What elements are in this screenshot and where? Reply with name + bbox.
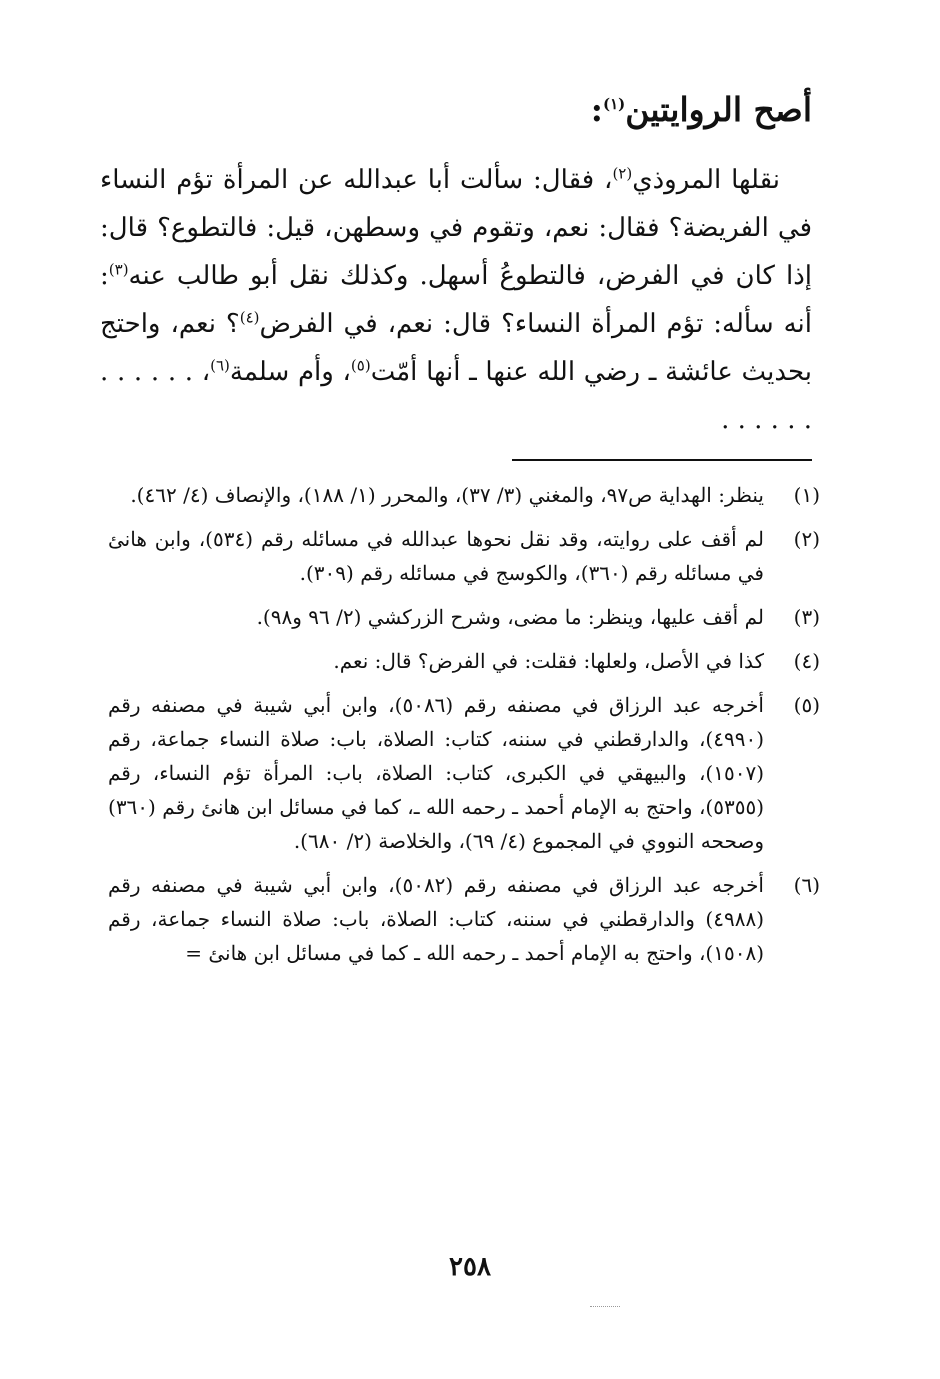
page-number: ٢٥٨	[449, 1252, 491, 1282]
footnote-marker: (٦)	[210, 356, 230, 375]
text-segment: ؟ نعم، واحتج بحديث عائشة ـ رضي الله عنها ـ أنها أمّت	[100, 309, 812, 387]
footnote-text: لم أقف على روايته، وقد نقل نحوها عبدالله في مسائله رقم (٥٣٤)، وابن هانئ في مسائله رقم (٣٦٠)، والكوسج في مسائله رقم (٣٠٩).	[108, 527, 764, 585]
heading-colon: :	[590, 90, 603, 129]
footnote-marker: (١)	[602, 95, 626, 113]
footnote-divider	[512, 459, 812, 461]
footnote-text: لم أقف عليها، وينظر: ما مضى، وشرح الزركشي (٢/ ٩٦ و٩٨).	[256, 605, 764, 629]
footnote-marker: (٥)	[350, 356, 371, 375]
footnote-number: (٤)	[793, 649, 820, 673]
footnote-text: أخرجه عبد الرزاق في مصنفه رقم (٥٠٨٦)، وابن أبي شيبة في مصنفه رقم (٤٩٩٠)، والدارقطني في سننه، كتاب: الصلاة، باب: صلاة النساء جماعة، رقم (١٥٠٧)، والبيهقي في الكبرى، كتاب: الصلاة، باب: المرأة تؤم النساء، رقم (٥٣٥٥)، واحتج به الإمام أحمد ـ رحمه الله ـ، كما في مسائل ابن هانئ رقم (٣٦٠) وصححه النووي في المجموع (٤/ ٦٩)، والخلاصة (٢/ ٦٨٠).	[108, 693, 764, 853]
text-segment: : أنه سأله: تؤم المرأة النساء؟ قال: نعم، في الفرض	[100, 261, 812, 339]
text-segment: ، وأم سلمة	[229, 357, 351, 387]
text-segment: ، . . . . . . . . . . . .	[100, 357, 812, 435]
footnote-number: (١)	[793, 483, 820, 507]
footnote-text: كذا في الأصل، ولعلها: فقلت: في الفرض؟ قال: نعم.	[333, 649, 764, 673]
footnote-number: (٣)	[793, 605, 820, 629]
footnote-number: (٢)	[793, 527, 820, 551]
section-heading	[122, 86, 812, 134]
text-segment: ، فقال: سألت أبا عبدالله عن المرأة تؤم النساء في الفريضة؟ فقال: نعم، وتقوم في وسطهن، قيل: فالتطوع؟ قال: إذا كان في الفرض، فالتطوعُ أسهل. وكذلك نقل أبو طالب عنه	[100, 165, 812, 291]
scan-artifact	[590, 1306, 620, 1313]
footnote-item	[108, 868, 820, 970]
footnote-marker: (٤)	[239, 308, 260, 327]
footnote-item	[108, 688, 820, 858]
footnote-marker: (٢)	[612, 164, 633, 183]
footnote-marker: (٣)	[108, 260, 129, 279]
heading-text: أصح الروايتين	[625, 90, 812, 129]
footnote-item	[108, 644, 820, 678]
footnote-text: ينظر: الهداية ص٩٧، والمغني (٣/ ٣٧)، والمحرر (١/ ١٨٨)، والإنصاف (٤/ ٤٦٢).	[130, 483, 764, 507]
footnote-item	[108, 600, 820, 634]
text-segment: نقلها المروذي	[632, 165, 780, 195]
footnotes	[108, 478, 820, 980]
paragraph	[100, 156, 812, 444]
footnote-item	[108, 522, 820, 590]
footnote-number: (٥)	[793, 693, 820, 717]
footnote-number: (٦)	[793, 873, 820, 897]
body-paragraph	[100, 156, 812, 444]
footnote-item	[108, 478, 820, 512]
footnote-text: أخرجه عبد الرزاق في مصنفه رقم (٥٠٨٢)، وابن أبي شيبة في مصنفه رقم (٤٩٨٨) والدارقطني في سننه، كتاب: الصلاة، باب: صلاة النساء جماعة، رقم (١٥٠٨)، واحتج به الإمام أحمد ـ رحمه الله ـ كما في مسائل ابن هانئ =	[108, 873, 764, 965]
